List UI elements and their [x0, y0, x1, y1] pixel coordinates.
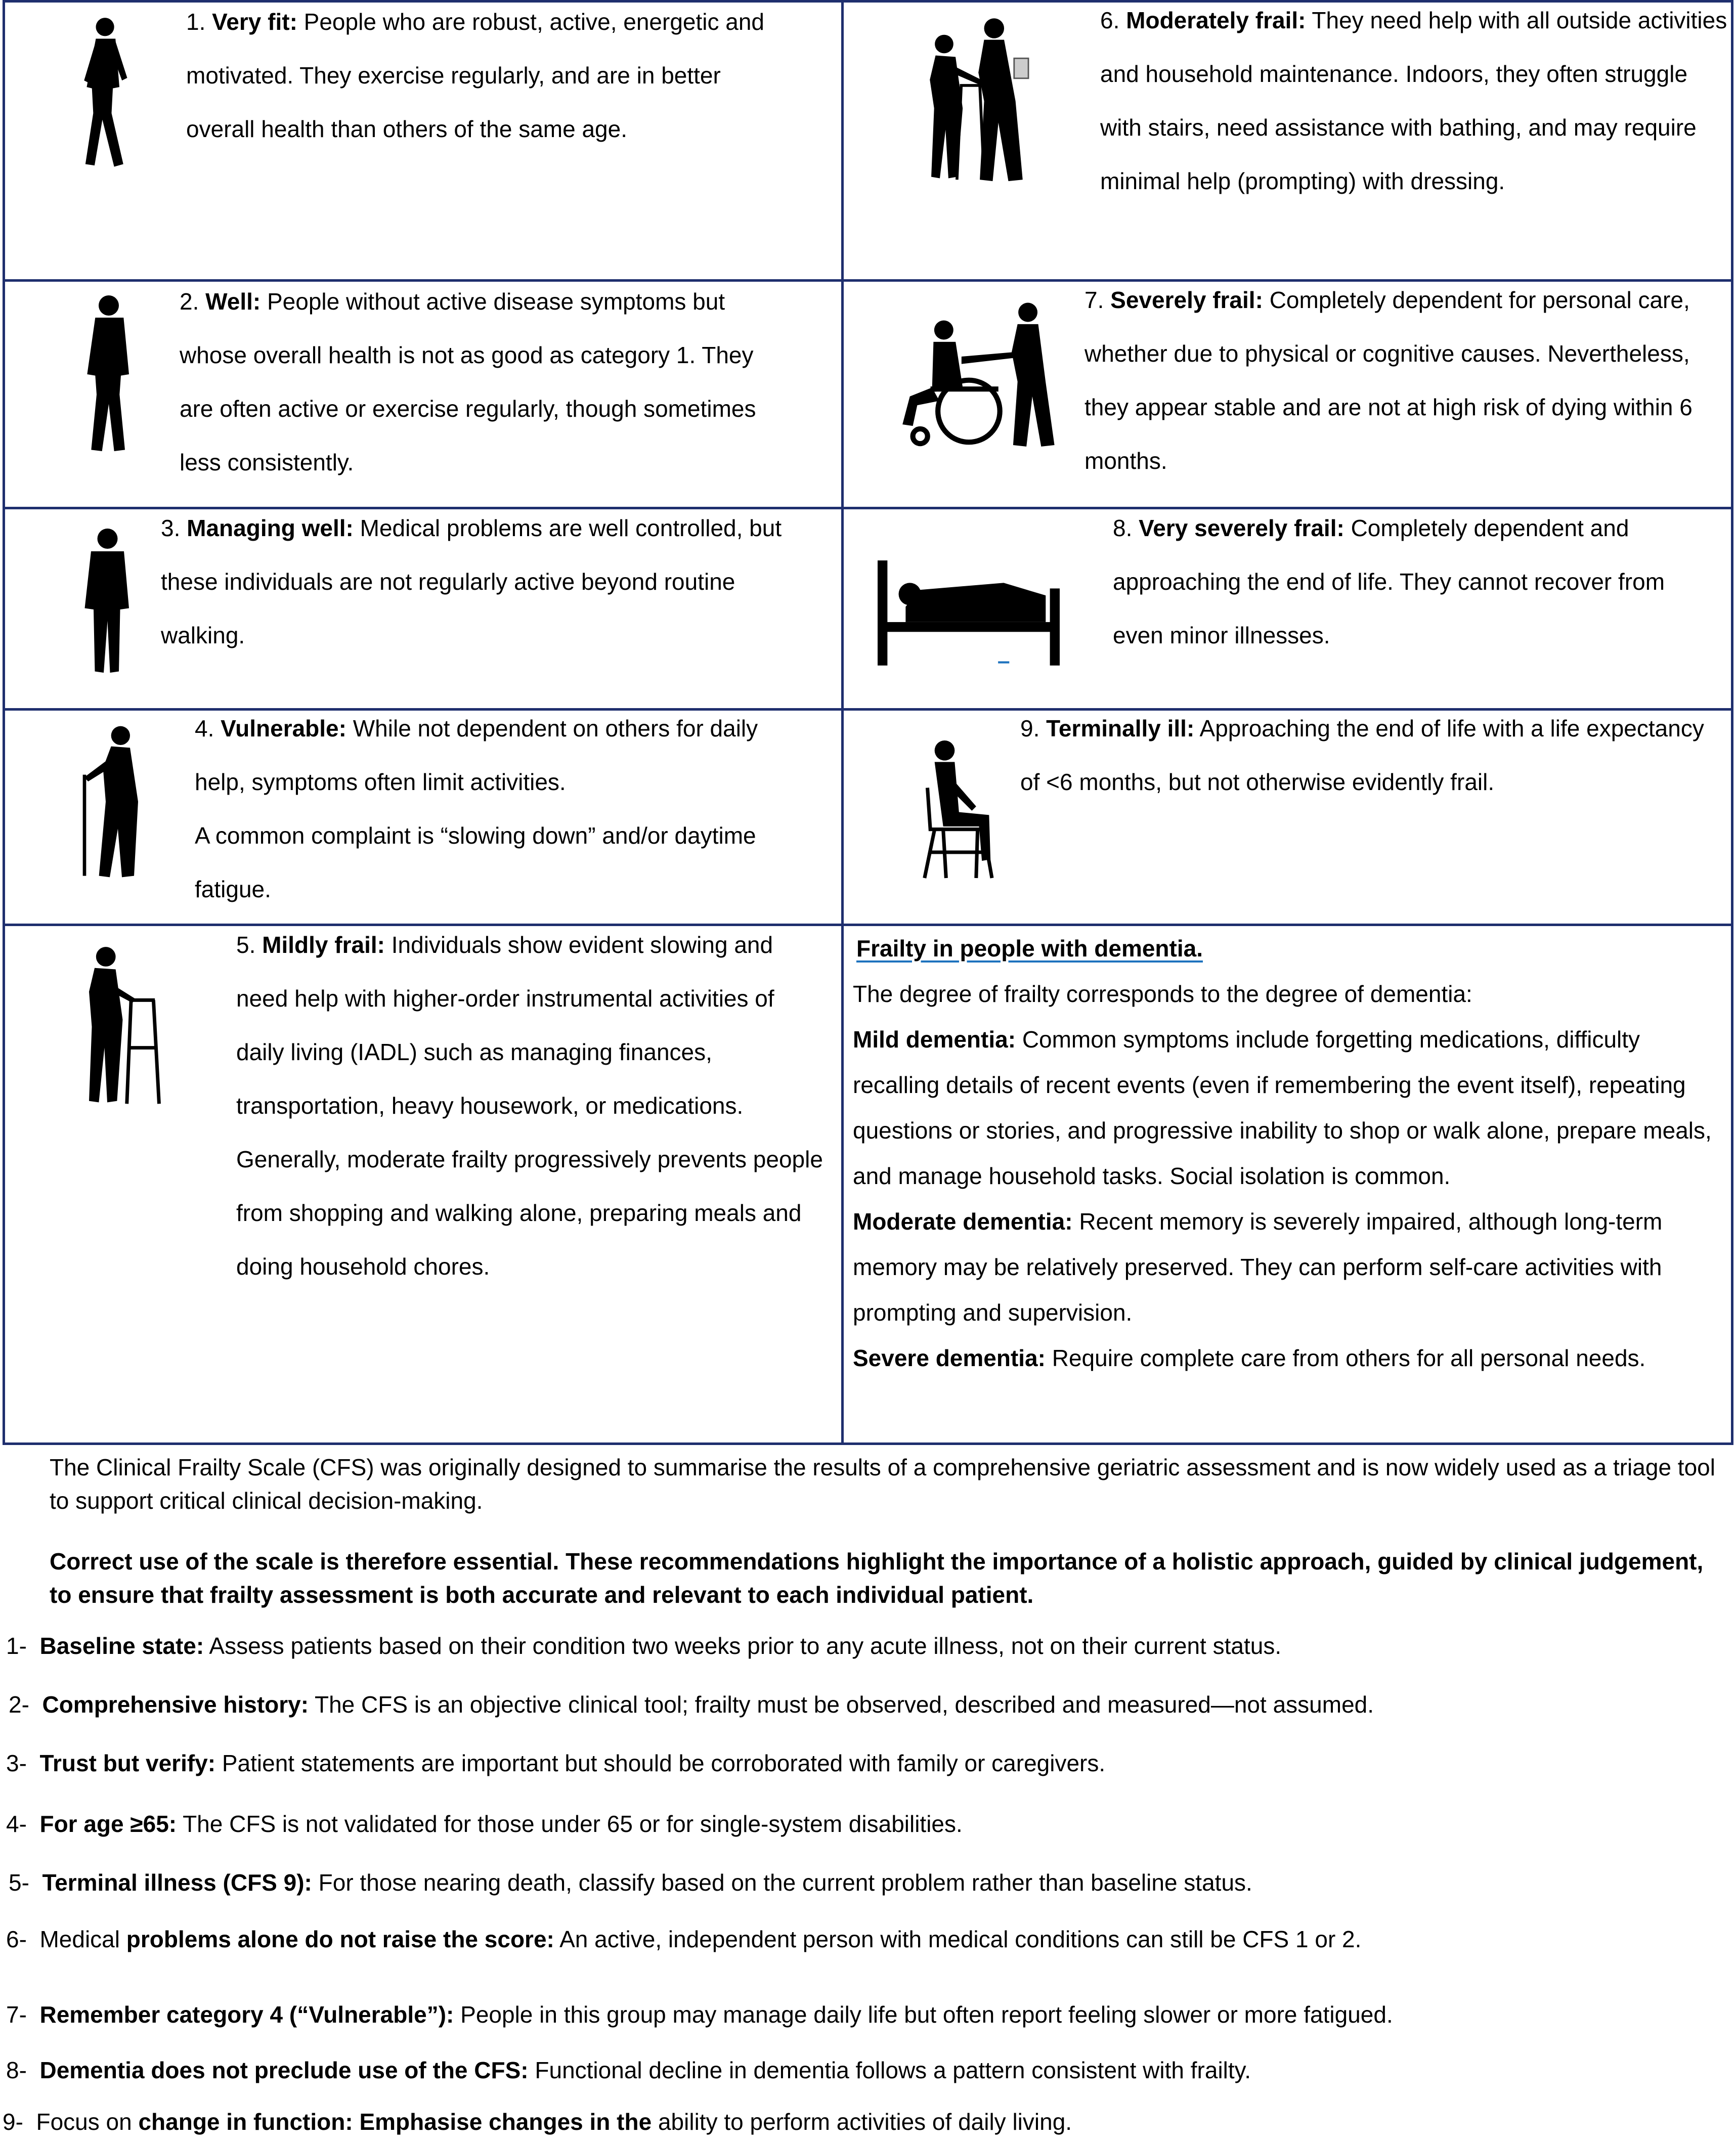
category-8-text: 8. Very severely frail: Completely dependent and approaching the end of life. They cannot recover from even minor illnesses. [1113, 515, 1665, 648]
category-3-text: 3. Managing well: Medical problems are well controlled, but these individuals are not regularly active beyond routine walking. [161, 515, 782, 648]
wheelchair-icon [888, 298, 1065, 450]
dementia-intro: The degree of frailty corresponds to the degree of dementia: [853, 981, 1472, 1007]
table-border [3, 0, 5, 1445]
dementia-title: Frailty in people with dementia. [856, 935, 1203, 961]
person-with-cane-icon [71, 721, 157, 883]
mild-dementia: Mild dementia: Common symptoms include forgetting medications, difficulty recalling details of recent events (even if remembering the event itself), repeating questions or stories, and progressive inability to shop or walk alone, prepare meals, and manage household tasks. Social isolation is common. [853, 1026, 1712, 1189]
category-1-text: 1. Very fit: People who are robust, active, energetic and motivated. They exercise regularly, and are in better overall health than others of the same age. [186, 9, 765, 142]
recommendation-3: 3- Trust but verify: Patient statements are important but should be corroborated with family or caregivers. [6, 1750, 1106, 1776]
category-5-text: 5. Mildly frail: Individuals show evident slowing and need help with higher-order instrumental activities of daily living (IADL) such as managing finances, transportation, heavy housework, or medications. Generally, moderate frailty progressively prevents people from shopping and walking alone, preparing meals and doing household chores. [236, 932, 823, 1280]
person-in-bed-icon [878, 551, 1060, 668]
recommendation-6: 6- Medical problems alone do not raise the score: An active, independent person with medical conditions can still be CFS 1 or 2. [6, 1926, 1362, 1952]
category-2-text: 2. Well: People without active disease symptoms but whose overall health is not as good as category 1. They are often active or exercise regularly, though sometimes less consistently. [180, 288, 756, 475]
recommendation-2: 2- Comprehensive history: The CFS is an objective clinical tool; frailty must be observed, described and measured—not assumed. [9, 1691, 1374, 1718]
table-border [3, 1442, 1733, 1445]
recommendation-9: 9- Focus on change in function: Emphasise changes in the ability to perform activities of daily living. [3, 2109, 1072, 2135]
intro-paragraph: The Clinical Frailty Scale (CFS) was originally designed to summarise the results of a comprehensive geriatric assessment and is now widely used as a triage tool to support critical clinical decision-making. [50, 1454, 1715, 1514]
walking-fit-person-icon [71, 15, 137, 172]
standing-person-icon [73, 526, 139, 678]
category-9-text: 9. Terminally ill: Approaching the end of life with a life expectancy of <6 months, but not otherwise evidently frail. [1020, 715, 1704, 795]
category-4-text: 4. Vulnerable: While not dependent on others for daily help, symptoms often limit activities. A common complaint is “slowing down” and/or daytime fatigue. [195, 715, 758, 902]
category-6-text: 6. Moderately frail: They need help with all outside activities and household maintenance. Indoors, they often struggle with stairs, need assistance with bathing, and may require minimal help (prompting) with dressing. [1100, 7, 1727, 194]
table-border [841, 0, 844, 1445]
recommendation-7: 7- Remember category 4 (“Vulnerable”): People in this group may manage daily life but often report feeling slower or more fatigued. [6, 2001, 1393, 2028]
table-border [1731, 0, 1733, 1445]
dementia-section [853, 926, 1728, 1381]
recommendation-5: 5- Terminal illness (CFS 9): For those nearing death, classify based on the current problem rather than baseline status. [9, 1869, 1252, 1896]
recommendation-4: 4- For age ≥65: The CFS is not validated for those under 65 or for single-system disabilities. [6, 1811, 963, 1837]
assisted-walker-pair-icon [916, 15, 1037, 187]
category-7-text: 7. Severely frail: Completely dependent for personal care, whether due to physical or cognitive causes. Nevertheless, they appear stable and are not at high risk of dying within 6 months. [1084, 287, 1692, 474]
seated-person-icon [915, 736, 1001, 883]
severe-dementia: Severe dementia: Require complete care from others for all personal needs. [853, 1345, 1646, 1371]
recommendation-8: 8- Dementia does not preclude use of the CFS: Functional decline in dementia follows a pattern consistent with frailty. [6, 2057, 1251, 2083]
walking-person-icon [73, 293, 144, 455]
person-with-walker-icon [71, 941, 162, 1113]
recommendation-1: 1- Baseline state: Assess patients based on their condition two weeks prior to any acute illness, not on their current status. [6, 1633, 1282, 1659]
emphasis-paragraph: Correct use of the scale is therefore essential. These recommendations highlight the importance of a holistic approach, guided by clinical judgement, to ensure that frailty assessment is both accurate and relevant to each individual patient. [50, 1548, 1704, 1608]
moderate-dementia: Moderate dementia: Recent memory is severely impaired, although long-term memory may be relatively preserved. They can perform self-care activities with prompting and supervision. [853, 1208, 1663, 1326]
